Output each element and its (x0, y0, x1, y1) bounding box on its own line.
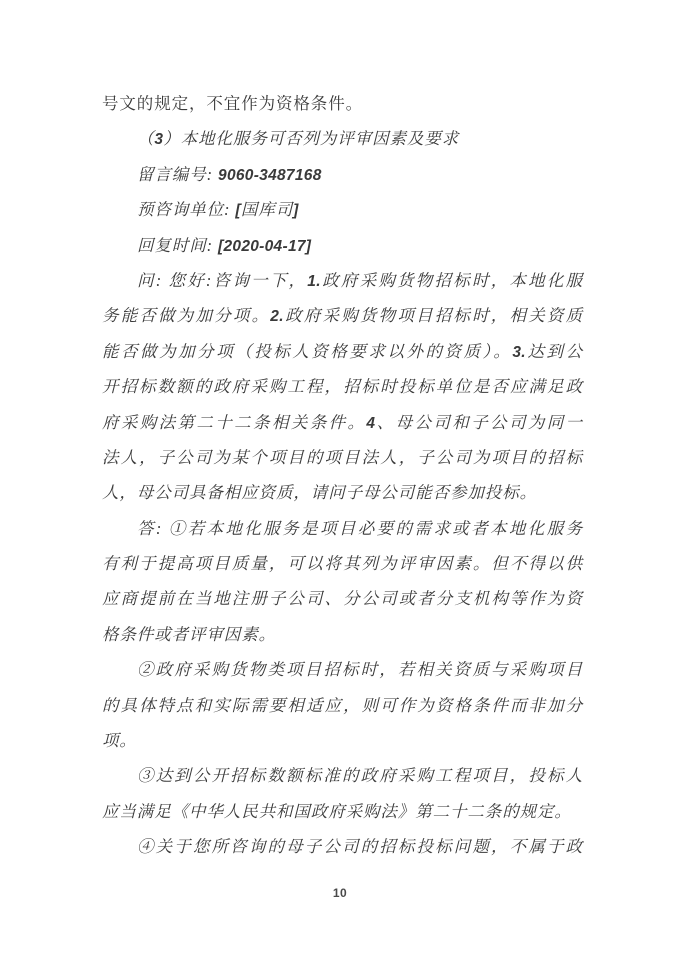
text-line: ②政府采购货物类项目招标时，若相关资质与采购项目 (137, 660, 583, 680)
text-line: ③达到公开招标数额标准的政府采购工程项目，投标人 (137, 766, 583, 786)
text-line: 有利于提高项目质量，可以将其列为评审因素。但不得以供 (102, 554, 583, 574)
text-line: 答: ①若本地化服务是项目必要的需求或者本地化服务 (137, 518, 583, 538)
page-number: 10 (332, 886, 348, 900)
text-line: 问: 您好:咨询一下，1.政府采购货物招标时，本地化服 (137, 270, 584, 290)
text-line: 项。 (102, 731, 137, 751)
text-line: ④关于您所咨询的母子公司的招标投标问题，不属于政 (137, 837, 583, 857)
text-line: 留言编号: 9060-3487168 (137, 164, 322, 184)
text-line: 能否做为加分项（投标人资格要求以外的资质）。3.达到公 (102, 341, 583, 361)
text-line: 格条件或者评审因素。 (102, 624, 276, 644)
text-line: 应商提前在当地注册子公司、分公司或者分支机构等作为资 (102, 589, 583, 609)
text-line: 的具体特点和实际需要相适应，则可作为资格条件而非加分 (102, 695, 583, 715)
text-line: （3）本地化服务可否列为评审因素及要求 (137, 129, 460, 149)
text-line: 法人，子公司为某个项目的项目法人，子公司为项目的招标 (102, 447, 583, 467)
text-line: 回复时间: [2020-04-17] (137, 235, 312, 255)
text-line: 人，母公司具备相应资质，请问子母公司能否参加投标。 (102, 483, 537, 503)
text-line: 务能否做为加分项。2.政府采购货物项目招标时，相关资质 (102, 306, 583, 326)
text-line: 号文的规定，不宜作为资格条件。 (102, 94, 363, 113)
text-line: 府采购法第二十二条相关条件。4、母公司和子公司为同一 (102, 412, 583, 432)
text-line: 应当满足《中华人民共和国政府采购法》第二十二条的规定。 (102, 801, 572, 821)
text-line: 预咨询单位: [国库司] (137, 200, 299, 220)
document-text-block (102, 86, 583, 865)
text-line: 开招标数额的政府采购工程，招标时投标单位是否应满足政 (102, 377, 583, 397)
